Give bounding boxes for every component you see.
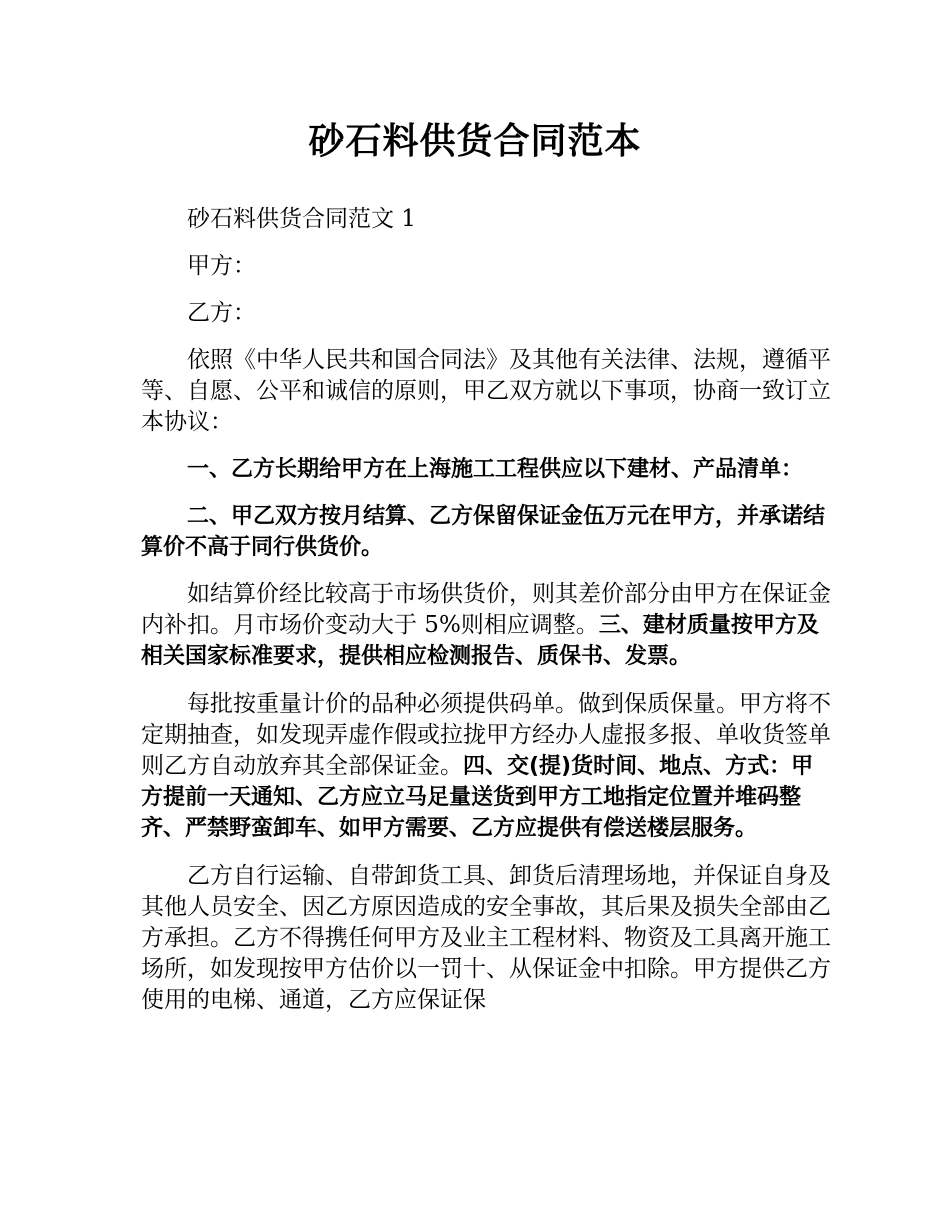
clause-four: 四、交(提)货时间、地点、方式：甲方提前一天通知、乙方应立马足量送货到甲方工地指定位置并堆码整齐、严禁野蛮卸车、如甲方需要、乙方应提供有偿送楼层服务。 bbox=[141, 754, 814, 841]
clause-two: 二、甲乙双方按月结算、乙方保留保证金伍万元在甲方，并承诺结算价不高于同行供货价。 bbox=[141, 504, 826, 560]
document-title: 砂石料供货合同范本 bbox=[308, 121, 642, 162]
clause-one: 一、乙方长期给甲方在上海施工工程供应以下建材、产品清单： bbox=[187, 457, 804, 482]
paragraph-five: 乙方自行运输、自带卸货工具、卸货后清理场地，并保证自身及其他人员安全、因乙方原因造成的安全事故，其后果及损失全部由乙方承担。乙方不得携任何甲方及业主工程材料、物资及工具离开施工场所，如发现按甲方估价以一罚十、从保证金中扣除。甲方提供乙方使用的电梯、通道，乙方应保证保 bbox=[141, 863, 831, 1013]
section-heading: 砂石料供货合同范文 1 bbox=[187, 206, 416, 232]
document-body bbox=[141, 204, 831, 1032]
intro-paragraph: 依照《中华人民共和国合同法》及其他有关法律、法规，遵循平等、自愿、公平和诚信的原则，甲乙双方就以下事项，协商一致订立本协议： bbox=[141, 347, 831, 435]
clause-three: 三、建材质量按甲方及相关国家标准要求，提供相应检测报告、质保书、发票。 bbox=[141, 613, 819, 669]
paragraph-four-text: 每批按重量计价的品种必须提供码单。做到保质保量。甲方将不定期抽查，如发现弄虚作假或拉拢甲方经办人虚报多报、单收货签单则乙方自动放弃其全部保证金。 bbox=[141, 691, 831, 779]
paragraph-four bbox=[141, 689, 831, 844]
party-a-line: 甲方： bbox=[187, 253, 256, 279]
paragraph-three-text: 如结算价经比较高于市场供货价，则其差价部分由甲方在保证金内补扣。月市场价变动大于 5%则相应调整。 bbox=[141, 581, 831, 638]
paragraph-three bbox=[141, 579, 831, 672]
party-b-line: 乙方： bbox=[187, 300, 256, 326]
